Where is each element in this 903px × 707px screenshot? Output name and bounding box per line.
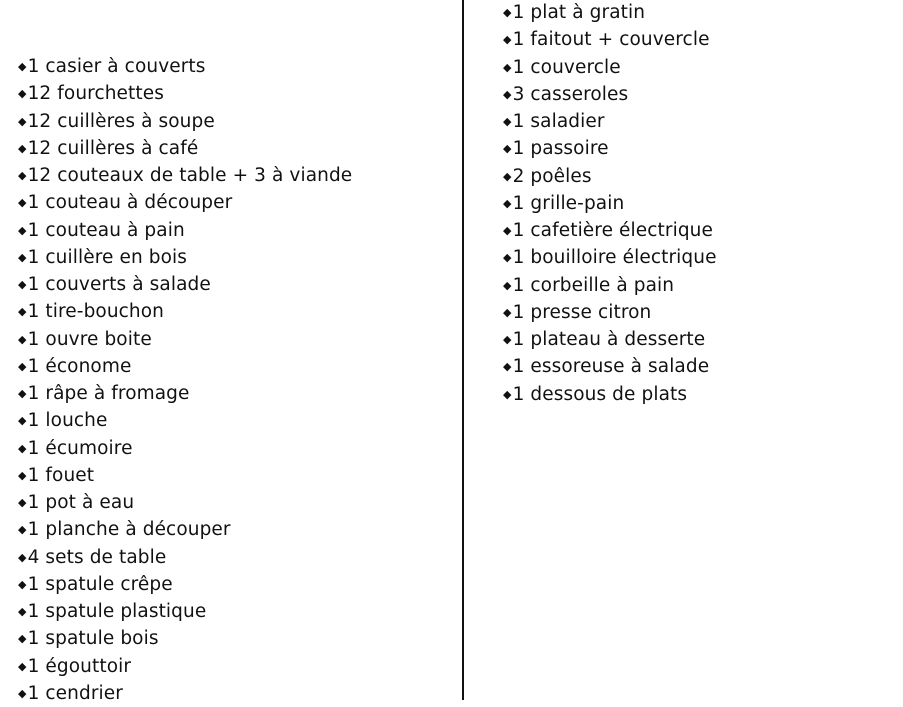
item-label: 12 cuillères à soupe — [27, 110, 215, 132]
diamond-bullet-icon: ◆ — [18, 577, 27, 591]
item-label: 1 cuillère en bois — [27, 246, 188, 268]
list-item — [18, 189, 352, 216]
list-item — [503, 299, 717, 326]
diamond-bullet-icon: ◆ — [503, 333, 512, 346]
item-label: 1 corbeille à pain — [512, 274, 675, 296]
item-label: 2 poêles — [512, 165, 592, 187]
list-item — [503, 163, 717, 190]
item-label: 1 saladier — [512, 111, 605, 132]
diamond-bullet-icon: ◆ — [503, 142, 512, 156]
list-item — [503, 381, 717, 408]
diamond-bullet-icon: ◆ — [503, 224, 512, 237]
list-item — [18, 271, 352, 298]
diamond-bullet-icon: ◆ — [18, 141, 27, 155]
item-label: 1 passoire — [512, 138, 609, 160]
list-item — [18, 380, 352, 407]
item-label: 1 plateau à desserte — [512, 329, 706, 350]
diamond-bullet-icon: ◆ — [18, 387, 27, 400]
item-label: 1 cafetière électrique — [512, 220, 713, 241]
list-item — [18, 326, 352, 353]
diamond-bullet-icon: ◆ — [503, 169, 512, 183]
diamond-bullet-icon: ◆ — [18, 632, 27, 646]
diamond-bullet-icon: ◆ — [503, 6, 512, 19]
diamond-bullet-icon: ◆ — [18, 169, 27, 182]
item-label: 1 écumoire — [27, 437, 133, 459]
list-item — [18, 244, 352, 271]
item-label: 1 essoreuse à salade — [512, 356, 710, 378]
list-item — [503, 326, 717, 353]
list-item — [18, 598, 352, 625]
diamond-bullet-icon: ◆ — [18, 468, 27, 482]
list-item — [503, 244, 717, 271]
diamond-bullet-icon: ◆ — [18, 114, 27, 128]
diamond-bullet-icon: ◆ — [503, 115, 512, 128]
diamond-bullet-icon: ◆ — [503, 251, 512, 265]
list-item — [18, 435, 352, 462]
diamond-bullet-icon: ◆ — [18, 523, 27, 537]
item-label: 1 fouet — [27, 464, 95, 486]
list-item — [18, 516, 352, 543]
diamond-bullet-icon: ◆ — [18, 441, 27, 455]
item-label: 1 cendrier — [27, 682, 123, 704]
list-item — [18, 462, 352, 489]
diamond-bullet-icon: ◆ — [18, 278, 27, 291]
list-item — [503, 26, 717, 53]
column-divider — [462, 0, 464, 700]
list-item — [18, 571, 352, 598]
list-item — [18, 544, 352, 571]
diamond-bullet-icon: ◆ — [503, 360, 512, 374]
item-label: 4 sets de table — [27, 546, 167, 568]
item-label: 1 grille-pain — [512, 192, 625, 214]
item-label: 12 cuillères à café — [27, 137, 199, 159]
item-label: 1 dessous de plats — [512, 383, 688, 405]
list-item — [18, 653, 352, 680]
list-item — [503, 272, 717, 299]
list-item — [503, 108, 717, 135]
diamond-bullet-icon: ◆ — [18, 414, 27, 428]
item-label: 1 spatule bois — [27, 628, 159, 650]
item-label: 1 couteau à pain — [27, 219, 185, 241]
list-item — [503, 217, 717, 244]
diamond-bullet-icon: ◆ — [18, 196, 27, 210]
diamond-bullet-icon: ◆ — [18, 659, 27, 673]
item-label: 12 fourchettes — [27, 83, 164, 105]
item-label: 1 presse citron — [512, 301, 652, 323]
item-label: 1 couverts à salade — [27, 274, 211, 295]
diamond-bullet-icon: ◆ — [18, 223, 27, 237]
left-inventory-list — [18, 53, 352, 707]
list-item — [18, 625, 352, 652]
item-label: 1 bouilloire électrique — [512, 247, 717, 269]
list-item — [18, 298, 352, 325]
item-label: 1 ouvre boite — [27, 328, 152, 350]
diamond-bullet-icon: ◆ — [503, 196, 512, 210]
diamond-bullet-icon: ◆ — [503, 278, 512, 292]
right-inventory-list — [503, 0, 717, 408]
item-label: 1 couteau à découper — [27, 192, 233, 214]
diamond-bullet-icon: ◆ — [18, 250, 27, 264]
item-label: 1 spatule crêpe — [27, 573, 173, 595]
list-item — [18, 680, 352, 707]
diamond-bullet-icon: ◆ — [503, 33, 512, 47]
list-item — [18, 80, 352, 107]
diamond-bullet-icon: ◆ — [18, 686, 27, 700]
list-item — [503, 353, 717, 380]
diamond-bullet-icon: ◆ — [18, 550, 27, 564]
item-label: 1 pot à eau — [27, 492, 135, 513]
list-item — [503, 54, 717, 81]
list-item — [18, 135, 352, 162]
list-item — [18, 217, 352, 244]
item-label: 1 économe — [27, 355, 132, 377]
item-label: 1 tire-bouchon — [27, 301, 164, 323]
item-label: 1 spatule plastique — [27, 601, 207, 622]
diamond-bullet-icon: ◆ — [18, 87, 27, 101]
diamond-bullet-icon: ◆ — [18, 305, 27, 319]
item-label: 1 faitout + couvercle — [512, 29, 710, 51]
diamond-bullet-icon: ◆ — [18, 496, 27, 509]
list-item — [18, 53, 352, 80]
diamond-bullet-icon: ◆ — [503, 387, 512, 401]
diamond-bullet-icon: ◆ — [503, 87, 512, 101]
item-label: 1 planche à découper — [27, 519, 231, 541]
list-item — [503, 190, 717, 217]
item-label: 3 casseroles — [512, 83, 629, 105]
item-label: 12 couteaux de table + 3 à viande — [27, 165, 353, 186]
item-label: 1 casier à couverts — [27, 56, 206, 77]
list-item — [18, 162, 352, 189]
diamond-bullet-icon: ◆ — [18, 60, 27, 73]
list-item — [503, 135, 717, 162]
diamond-bullet-icon: ◆ — [503, 60, 512, 74]
item-label: 1 plat à gratin — [512, 2, 646, 23]
diamond-bullet-icon: ◆ — [18, 359, 27, 373]
list-item — [18, 353, 352, 380]
list-item — [18, 108, 352, 135]
diamond-bullet-icon: ◆ — [18, 332, 27, 346]
list-item — [18, 407, 352, 434]
list-item — [503, 81, 717, 108]
item-label: 1 égouttoir — [27, 655, 132, 677]
item-label: 1 couvercle — [512, 56, 621, 78]
item-label: 1 louche — [27, 410, 108, 432]
list-item — [503, 0, 717, 26]
item-label: 1 râpe à fromage — [27, 383, 190, 404]
diamond-bullet-icon: ◆ — [503, 305, 512, 319]
diamond-bullet-icon: ◆ — [18, 605, 27, 618]
list-item — [18, 489, 352, 516]
